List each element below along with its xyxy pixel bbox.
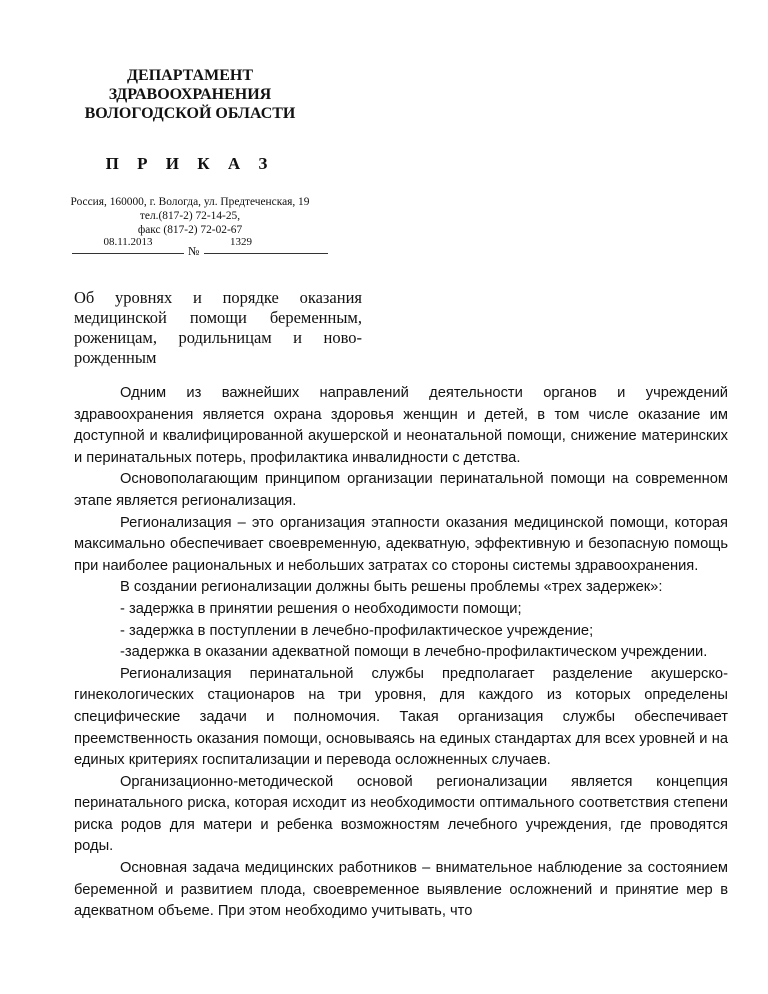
fax-line: факс (817-2) 72-02-67 xyxy=(137,224,243,236)
department-line-3: ВОЛОГОДСКОЙ ОБЛАСТИ xyxy=(84,105,296,122)
order-subject: Об уровнях и порядке оказания медицинской помощи беременным, роженицам, родильницам и новорожденным xyxy=(74,288,362,367)
order-requisites xyxy=(72,236,332,266)
paragraph: Одним из важнейших направлений деятельности органов и учреждений здравоохранения является охрана здоровья женщин и детей, в том числе оказание им доступной и квалифицированной акушерской и неонатальной помощи, снижение материнских и перинатальных потерь, профилактика инвалидности с детства. xyxy=(74,385,728,466)
order-number: 1329 xyxy=(230,236,252,248)
list-item: - задержка в поступлении в лечебно-профилактическое учреждение; xyxy=(120,622,594,639)
address-block xyxy=(40,195,340,237)
letterhead xyxy=(40,66,340,237)
order-number-field xyxy=(204,236,328,254)
document-body xyxy=(74,383,728,923)
order-title: П Р И К А З xyxy=(105,154,275,173)
list-item: -задержка в оказании адекватной помощи в лечебно-профилактическом учреждении. xyxy=(120,644,708,661)
department-name xyxy=(40,66,340,123)
paragraph: Основная задача медицинских работников – внимательное наблюдение за состоянием беременной и развитием плода, своевременное выявление осложнений и принятие мер в адекватном объеме. При этом необходимо учитывать, что xyxy=(74,860,728,920)
paragraph: Основополагающим принципом организации перинатальной помощи на современном этапе является регионализация. xyxy=(74,471,728,509)
order-date: 08.11.2013 xyxy=(72,236,184,254)
paragraph: Регионализация – это организация этапности оказания медицинской помощи, которая максимально обеспечивает своевременную, адекватную, эффективную и безопасную помощь при наиболее рациональных и небольших затратах со стороны системы здравоохранения. xyxy=(74,514,728,574)
department-line-2: ЗДРАВООХРАНЕНИЯ xyxy=(108,86,272,103)
phone-line: тел.(817-2) 72-14-25, xyxy=(139,210,241,222)
paragraph: Организационно-методической основой регионализации является концепция перинатального риска, которая исходит из необходимости оптимального соответствия степени риска родов для матери и ребенка возможностям лечебного учреждения, где проводятся роды. xyxy=(74,773,728,855)
paragraph: Регионализация перинатальной службы предполагает разделение акушерскогинекологических стационаров на три уровня, для каждого из которых определены специфические задачи и полномочия. Такая организация службы обеспечивает преемственность оказания помощи, основываясь на единых стандартах для всех уровней и на единых критериях госпитализации и перевода осложненных случаев. xyxy=(74,665,728,769)
department-line-1: ДЕПАРТАМЕНТ xyxy=(127,67,253,84)
paragraph: В создании регионализации должны быть решены проблемы «трех задержек»: xyxy=(120,579,663,596)
list-item: - задержка в принятии решения о необходимости помощи; xyxy=(120,600,522,617)
number-sign: № xyxy=(188,244,200,258)
address-line: Россия, 160000, г. Вологда, ул. Предтеченская, 19 xyxy=(70,196,310,208)
